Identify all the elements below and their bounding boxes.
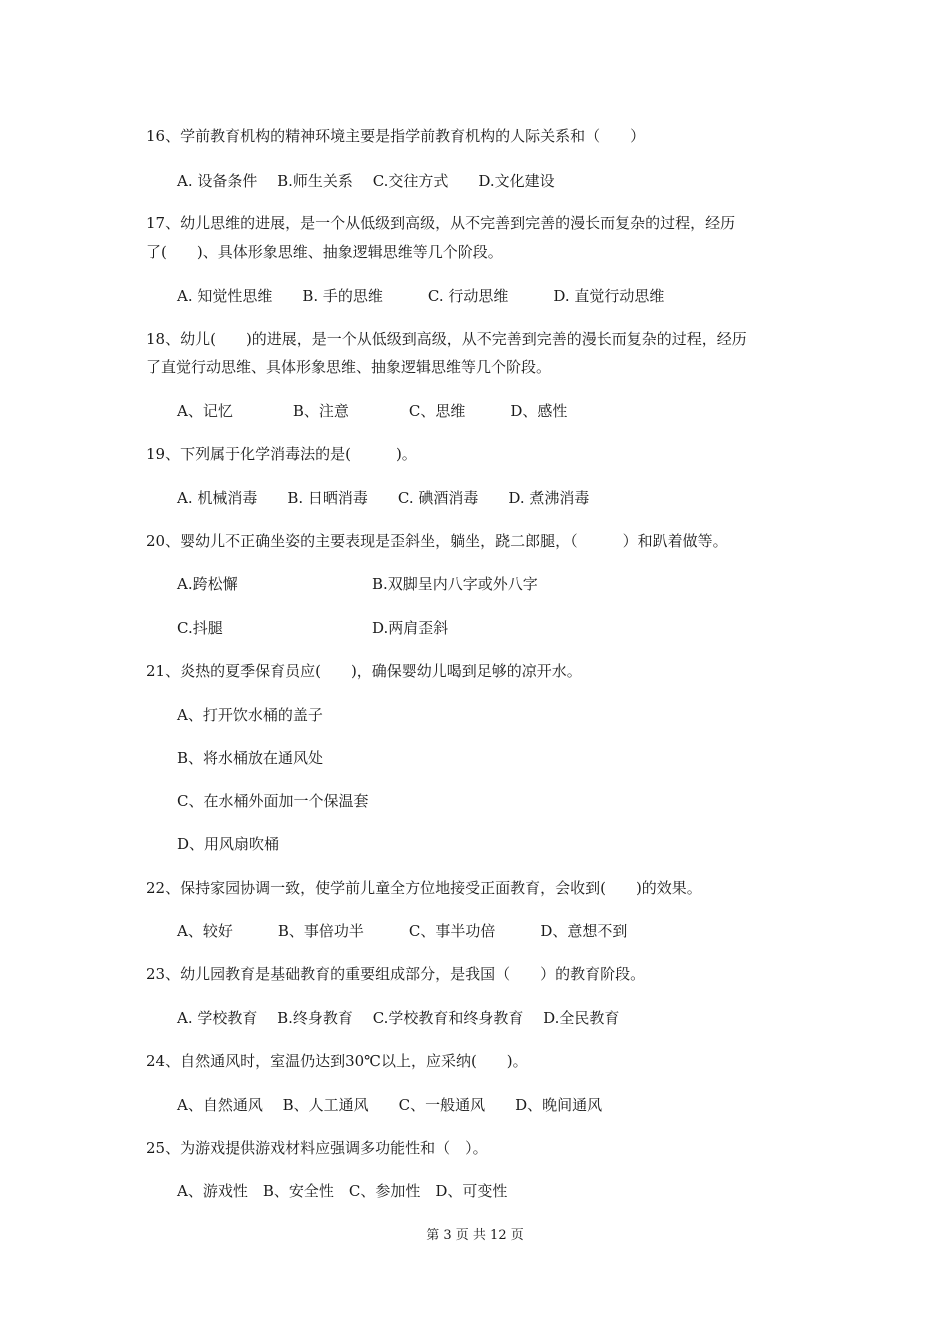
question-18-stem-line-2: 了直觉行动思维、具体形象思维、抽象逻辑思维等几个阶段。 <box>146 358 552 376</box>
question-21-option-a: A、打开饮水桶的盖子 <box>177 706 323 724</box>
question-16-stem: 16、学前教育机构的精神环境主要是指学前教育机构的人际关系和（ ） <box>146 127 646 145</box>
page-number-footer: 第 3 页 共 12 页 <box>426 1228 524 1243</box>
question-21-option-d: D、用风扇吹桶 <box>177 835 280 853</box>
question-16-options: A. 设备条件 B.师生关系 C.交往方式 D.文化建设 <box>177 172 555 190</box>
question-17-stem-line-2: 了( )、具体形象思维、抽象逻辑思维等几个阶段。 <box>146 243 503 261</box>
question-22-options: A、较好 B、事倍功半 C、事半功倍 D、意想不到 <box>177 922 628 940</box>
question-20-option-b: B.双脚呈内八字或外八字 <box>372 575 538 593</box>
question-17-stem-line-1: 17、幼儿思维的进展，是一个从低级到高级，从不完善到完善的漫长而复杂的过程，经历 <box>146 214 736 232</box>
question-21-stem: 21、炎热的夏季保育员应( )，确保婴幼儿喝到足够的凉开水。 <box>146 662 582 680</box>
question-19-stem: 19、下列属于化学消毒法的是( )。 <box>146 445 417 463</box>
question-24-options: A、自然通风 B、人工通风 C、一般通风 D、晚间通风 <box>177 1096 603 1114</box>
question-25-options: A、游戏性 B、安全性 C、参加性 D、可变性 <box>177 1182 508 1200</box>
question-21-option-b: B、将水桶放在通风处 <box>177 749 324 767</box>
question-18-options: A、记忆 B、注意 C、思维 D、感性 <box>177 402 568 420</box>
question-22-stem: 22、保持家园协调一致，使学前儿童全方位地接受正面教育，会收到( )的效果。 <box>146 879 702 897</box>
question-20-option-a: A.跨松懈 <box>177 575 238 593</box>
question-20-stem: 20、婴幼儿不正确坐姿的主要表现是歪斜坐，躺坐，跷二郎腿，（ ）和趴着做等。 <box>146 532 728 550</box>
question-23-options: A. 学校教育 B.终身教育 C.学校教育和终身教育 D.全民教育 <box>177 1009 620 1027</box>
question-21-option-c: C、在水桶外面加一个保温套 <box>177 792 369 810</box>
question-17-options: A. 知觉性思维 B. 手的思维 C. 行动思维 D. 直觉行动思维 <box>177 287 665 305</box>
question-20-option-d: D.两肩歪斜 <box>372 619 449 637</box>
question-20-option-c: C.抖腿 <box>177 619 223 637</box>
question-25-stem: 25、为游戏提供游戏材料应强调多功能性和（ ）。 <box>146 1139 488 1157</box>
question-23-stem: 23、幼儿园教育是基础教育的重要组成部分，是我国（ ）的教育阶段。 <box>146 965 646 983</box>
question-24-stem: 24、自然通风时，室温仍达到30℃以上，应采纳( )。 <box>146 1052 528 1070</box>
question-19-options: A. 机械消毒 B. 日晒消毒 C. 碘酒消毒 D. 煮沸消毒 <box>177 489 590 507</box>
question-18-stem-line-1: 18、幼儿( )的进展，是一个从低级到高级，从不完善到完善的漫长而复杂的过程，经历 <box>146 330 747 348</box>
